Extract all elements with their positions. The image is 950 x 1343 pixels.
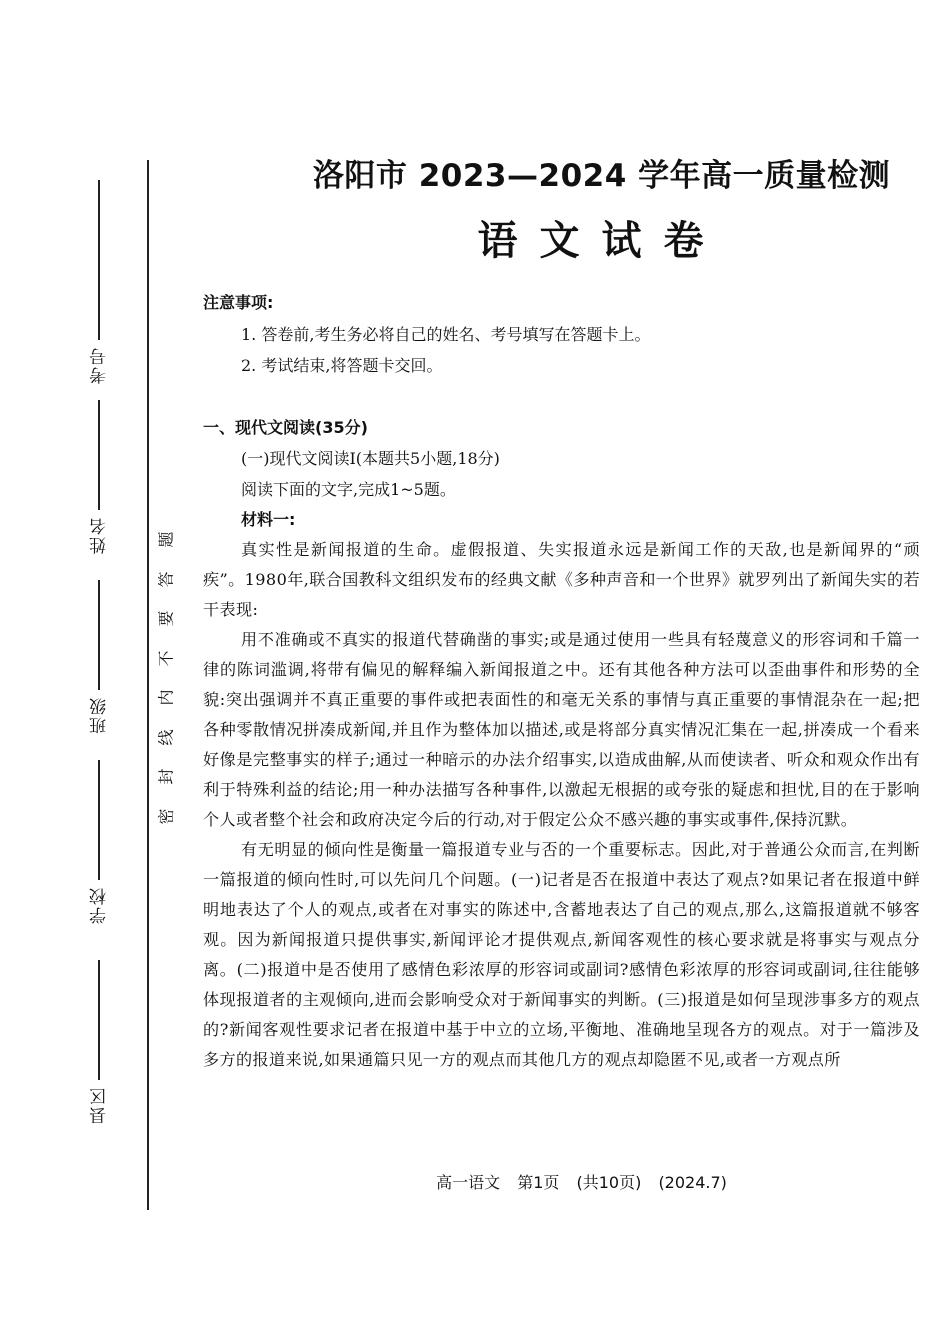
- material-label: 材料一:: [241, 510, 296, 529]
- seal-char: 题: [156, 531, 176, 548]
- field-xingming-line[interactable]: [98, 400, 100, 510]
- exam-page: [203, 150, 920, 1075]
- field-kaohao-label: 考号: [89, 346, 110, 384]
- notice-heading: 注意事项:: [203, 293, 274, 312]
- field-kaohao: [84, 180, 114, 390]
- footer-subject: 高一语文: [436, 1173, 501, 1192]
- field-xuexiao: [84, 760, 114, 930]
- field-xingming-label: 姓名: [89, 516, 110, 554]
- binding-margin: [0, 0, 200, 1343]
- seal-char: 不: [156, 650, 176, 667]
- field-xingming: [84, 400, 114, 560]
- field-xuexiao-label: 学校: [89, 886, 110, 924]
- seal-char: 线: [156, 729, 176, 746]
- exam-subtitle: 语文试卷: [477, 217, 726, 264]
- field-banji-line[interactable]: [98, 580, 100, 690]
- seal-char: 内: [156, 689, 176, 706]
- field-xuexiao-line[interactable]: [98, 760, 100, 880]
- passage-paragraph: 有无明显的倾向性是衡量一篇报道专业与否的一个重要标志。因此,对于普通公众而言,在判断一篇报道的倾向性时,可以先问几个问题。(一)记者是否在报道中表达了观点?如果记者在报道中鲜明地表达了个人的观点,或者在对事实的陈述中,含蓄地表达了自己的观点,那么,这篇报道就不够客观。因为新闻报道只提供事实,新闻评论才提供观点,新闻客观性的核心要求就是将事实与观点分离。(二)报道中是否使用了感情色彩浓厚的形容词或副词?感情色彩浓厚的形容词或副词,往往能够体现报道者的主观倾向,进而会影响受众对于新闻事实的判断。(三)报道是如何呈现涉事多方的观点的?新闻客观性要求记者在报道中基于中立的立场,平衡地、准确地呈现各方的观点。对于一篇涉及多方的报道来说,如果通篇只见一方的观点而其他几方的观点却隐匿不见,或者一方观点所: [203, 840, 920, 1069]
- footer-total: (共10页): [576, 1173, 642, 1192]
- notice-item: 2. 考试结束,将答题卡交回。: [241, 356, 443, 375]
- seal-char: 答: [156, 571, 176, 588]
- page-footer: [203, 1170, 920, 1193]
- footer-page: 第1页: [517, 1173, 560, 1192]
- exam-title: 洛阳市 2023—2024 学年高一质量检测: [312, 158, 891, 194]
- section-heading: 一、现代文阅读(35分): [203, 418, 368, 437]
- seal-notice: [150, 528, 180, 828]
- seal-line: [147, 160, 149, 1210]
- field-banji-label: 班级: [89, 696, 110, 734]
- field-xianqu-label: 县区: [89, 1086, 110, 1124]
- footer-date: (2024.7): [658, 1173, 727, 1192]
- field-kaohao-line[interactable]: [98, 180, 100, 340]
- notice-item: 1. 答卷前,考生务必将自己的姓名、考号填写在答题卡上。: [241, 325, 651, 344]
- section-subheading: (一)现代文阅读Ⅰ(本题共5小题,18分): [241, 449, 500, 468]
- seal-char: 要: [156, 610, 176, 627]
- passage-paragraph: 用不准确或不真实的报道代替确凿的事实;或是通过使用一些具有轻蔑意义的形容词和千篇一律的陈词滥调,将带有偏见的解释编入新闻报道之中。还有其他各种方法可以歪曲事件和形势的全貌:突出强调并不真正重要的事件或把表面性的和毫无关系的事情与真正重要的事情混杂在一起;把各种零散情况拼凑成新闻,并且作为整体加以描述,或是将部分真实情况汇集在一起,拼凑成一个看来好像是完整事实的样子;通过一种暗示的办法介绍事实,以造成曲解,从而使读者、听众和观众作出有利于特殊利益的结论;用一种办法描写各种事件,以激起无根据的或夸张的疑虑和担忧,目的在于影响个人或者整个社会和政府决定今后的行动,对于假定公众不感兴趣的事实或事件,保持沉默。: [203, 630, 920, 829]
- passage-paragraph: 真实性是新闻报道的生命。虚假报道、失实报道永远是新闻工作的天敌,也是新闻界的“顽疾”。1980年,联合国教科文组织发布的经典文献《多种声音和一个世界》就罗列出了新闻失实的若干表现:: [203, 540, 920, 619]
- field-banji: [84, 580, 114, 740]
- section-instruction: 阅读下面的文字,完成1~5题。: [241, 480, 456, 499]
- seal-char: 封: [156, 768, 176, 785]
- field-xianqu-line[interactable]: [98, 960, 100, 1080]
- field-xianqu: [84, 960, 114, 1130]
- seal-char: 密: [156, 808, 176, 825]
